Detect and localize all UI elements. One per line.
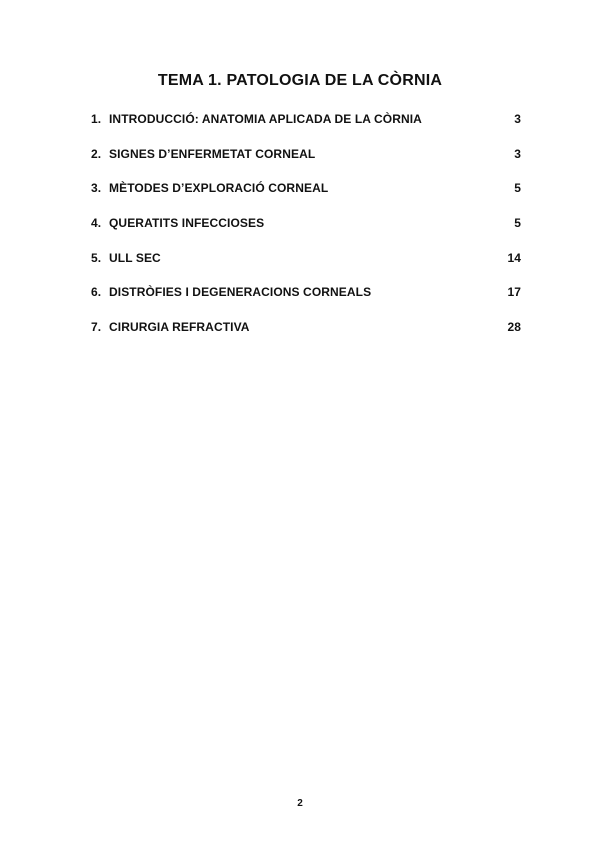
toc-entry[interactable] [91,285,521,320]
toc-entry[interactable] [91,320,521,355]
toc-entry-label: INTRODUCCIÓ: ANATOMIA APLICADA DE LA CÒRNIA [109,112,422,126]
toc-entry-label: MÈTODES D’EXPLORACIÓ CORNEAL [109,181,329,196]
toc-entry-number: 7. [91,320,102,335]
toc-entry[interactable] [91,181,521,216]
document-title: TEMA 1. PATOLOGIA DE LA CÒRNIA [157,72,443,89]
toc-entry-number: 4. [91,216,102,231]
toc-entry-page: 3 [514,112,521,126]
toc-entry-number: 6. [91,285,102,300]
toc-entry-number: 2. [91,146,102,161]
toc-entry-label: CIRURGIA REFRACTIVA [109,320,250,335]
toc-entry[interactable] [91,112,521,147]
toc-entry-label: DISTRÒFIES I DEGENERACIONS CORNEALS [109,285,372,300]
toc-entry-page: 14 [507,250,521,265]
toc-entry-page: 17 [507,285,521,300]
toc-entry-page: 5 [514,216,521,231]
page-number: 2 [297,798,303,809]
toc-entry-label: SIGNES D’ENFERMETAT CORNEAL [109,146,316,161]
toc-entry-number: 5. [91,250,102,265]
toc-entry-label: ULL SEC [109,250,161,265]
toc-entry-page: 3 [514,146,521,161]
toc-entry[interactable] [91,147,521,182]
table-of-contents [91,112,521,355]
toc-entry-page: 5 [514,181,521,196]
toc-entry-label: QUERATITS INFECCIOSES [109,216,265,231]
toc-entry-number: 1. [91,112,102,126]
toc-entry-number: 3. [91,181,102,196]
toc-entry[interactable] [91,216,521,251]
toc-entry-page: 28 [507,320,521,335]
toc-entry[interactable] [91,251,521,286]
